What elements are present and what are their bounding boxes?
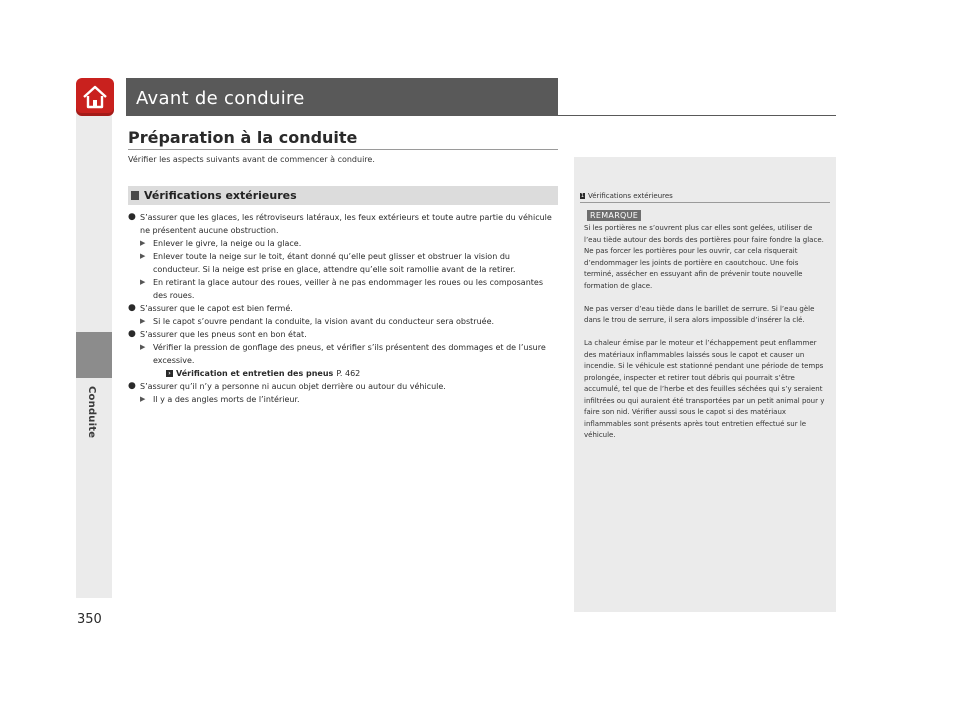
sub-list-item: ▶ Enlever toute la neige sur le toit, étant donné qu’elle peut glisser et obstruer la vision du conducteur. Si la neige est prise en glace, attendre qu’elle soit ramollie avant de la retirer. — [140, 252, 516, 274]
chapter-title: Avant de conduire — [136, 88, 305, 109]
arrow-right-icon: ▶ — [140, 317, 146, 325]
section-divider — [128, 149, 558, 150]
arrow-right-icon: ▶ — [140, 239, 146, 247]
arrow-right-icon: ▶ — [140, 343, 146, 351]
list-item: ● S’assurer que les pneus sont en bon état. — [128, 329, 307, 339]
sub-list-item: ▶ Si le capot s’ouvre pendant la conduite, la vision avant du conducteur sera obstruée. — [140, 317, 495, 326]
home-button[interactable] — [76, 78, 114, 116]
checklist — [128, 211, 558, 406]
bullet-icon: ● — [128, 381, 136, 391]
page-number: 350 — [77, 612, 102, 627]
arrow-right-icon: ▶ — [140, 252, 146, 260]
sub-list-item: ▶ En retirant la glace autour des roues, veiller à ne pas endommager les roues ou les composantes des roues. — [140, 278, 543, 300]
list-item: ● S’assurer que le capot est bien fermé. — [128, 303, 293, 313]
arrow-right-icon: ▶ — [140, 278, 146, 286]
side-tab-marker — [76, 332, 112, 378]
notice-badge: REMARQUE — [587, 210, 641, 221]
header-divider — [126, 115, 836, 116]
chapter-header — [126, 78, 558, 115]
reference-label: Vérification et entretien des pneus — [176, 369, 334, 378]
note-marker-icon: 1 — [580, 193, 585, 199]
side-label: Conduite — [86, 386, 97, 439]
bullet-icon: ● — [128, 303, 136, 313]
bullet-icon: ● — [128, 212, 136, 222]
list-item: ● S’assurer qu’il n’y a personne ni aucun objet derrière ou autour du véhicule. — [128, 381, 446, 391]
subsection-header — [128, 186, 558, 205]
side-note-divider — [580, 202, 830, 203]
subsection-title: Vérifications extérieures — [144, 189, 297, 202]
side-note-paragraph: Si les portières ne s’ouvrent plus car elles sont gelées, utiliser de l’eau tiède autour des bords des portières pour faire fondre la glace. Ne pas forcer les portières pour les ouvrir, car cela risquerait d’endommager les joints de portière en caoutchouc. Une fois terminé, assécher en essuyant afin de prévenir toute nouvelle formation de glace. — [584, 224, 824, 290]
side-note-paragraph: La chaleur émise par le moteur et l’échappement peut enflammer des matériaux inflammables laissés sous le capot et causer un incendie. Si le véhicule est stationné pendant une période de temps prolongée, inspecter et retirer tout débris qui pourrait s’être accumulé, tel que de l’herbe et des feuilles séchées qui s’y seraient infiltrées ou qui auraient été transportées par un petit animal pour y faire son nid. Vérifier aussi sous le capot si des matériaux inflammables sont présents après tout entretien effectué sur le véhicule. — [584, 339, 825, 439]
sub-list-item: ▶ Il y a des angles morts de l’intérieur. — [140, 395, 300, 404]
sub-list-item: ▶ Enlever le givre, la neige ou la glace. — [140, 239, 302, 248]
side-note-text — [584, 223, 830, 453]
side-note-paragraph: Ne pas verser d’eau tiède dans le barillet de serrure. Si l’eau gèle dans le trou de serrure, il sera alors impossible d’insérer la clé. — [584, 304, 815, 324]
list-item: ● S’assurer que les glaces, les rétroviseurs latéraux, les feux extérieurs et toute autre partie du véhicule ne présentent aucune obstruction. — [128, 212, 552, 235]
bullet-icon: ● — [128, 329, 136, 339]
section-title: Préparation à la conduite — [128, 128, 358, 147]
reference-arrow-icon: › — [166, 370, 173, 377]
sub-list-item: ▶ Vérifier la pression de gonflage des pneus, et vérifier s’ils présentent des dommages et de l’usure excessive. — [140, 343, 546, 365]
arrow-right-icon: ▶ — [140, 395, 146, 403]
section-intro: Vérifier les aspects suivants avant de commencer à conduire. — [128, 155, 375, 164]
reference-page: P. 462 — [336, 369, 361, 378]
square-bullet-icon — [131, 191, 139, 200]
side-note-heading: 1 Vérifications extérieures — [580, 192, 673, 200]
home-icon — [82, 85, 108, 109]
side-note-panel — [574, 157, 836, 612]
cross-reference-link[interactable] — [128, 367, 558, 380]
